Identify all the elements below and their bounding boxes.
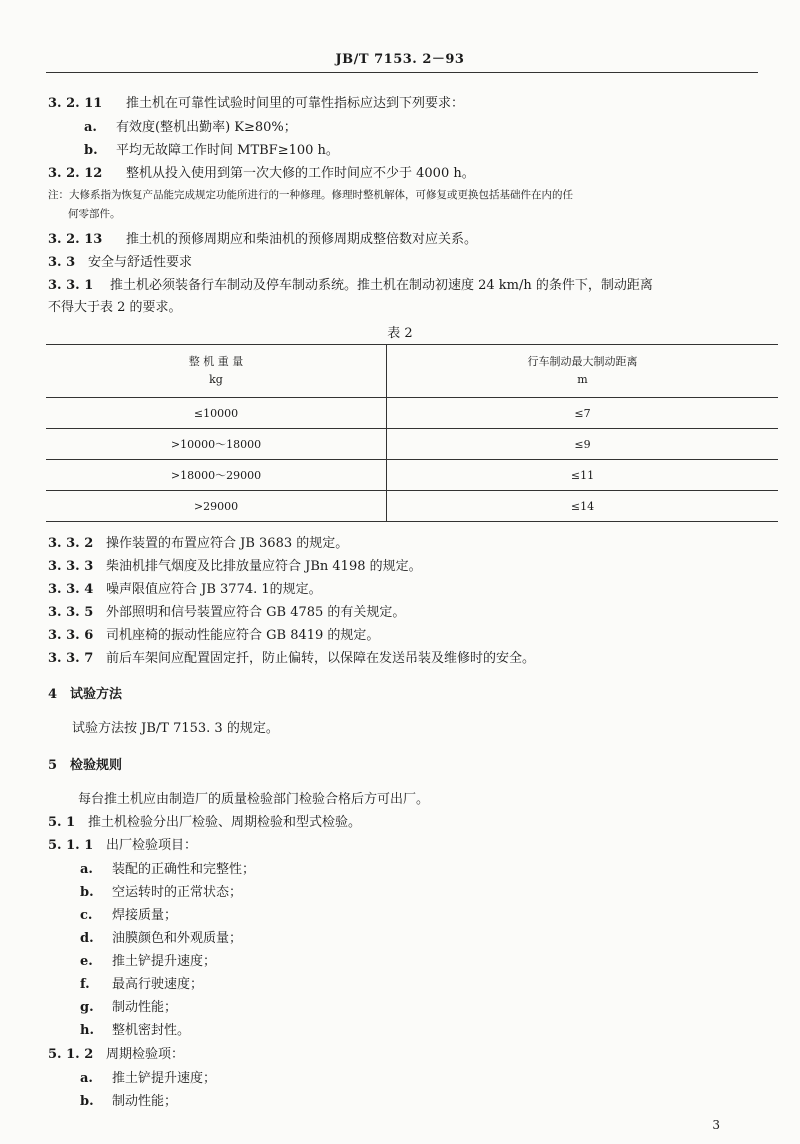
clause-number: 3. 3. 6 — [48, 628, 94, 643]
table-header-distance — [387, 345, 779, 398]
clause-text: 安全与舒适性要求 — [88, 255, 193, 270]
table-title: 表 2 — [387, 326, 413, 341]
list-text: 平均无故障工作时间 MTBF≥100 h。 — [116, 143, 339, 158]
clause-number: 3. 3 — [48, 255, 76, 270]
table-cell: ≤7 — [387, 398, 779, 429]
clause-3-3-1 — [48, 278, 653, 294]
table-row — [46, 429, 778, 460]
clause-text: 出厂检验项目： — [106, 838, 198, 853]
list-marker: b. — [80, 885, 94, 900]
header-unit: kg — [209, 373, 223, 386]
clause-number: 3. 2. 12 — [48, 166, 103, 181]
list-marker: h. — [80, 1023, 94, 1038]
list-item — [80, 908, 177, 924]
document-header: JB/T 7153. 2－93 — [335, 52, 465, 67]
clause-5-1-1 — [48, 838, 197, 854]
list-marker: c. — [80, 908, 93, 923]
table-row — [46, 460, 778, 491]
list-item — [80, 1071, 216, 1087]
table-header-weight — [46, 345, 387, 398]
list-item — [80, 931, 242, 947]
list-text: 最高行驶速度； — [112, 977, 204, 992]
clause-text: 外部照明和信号装置应符合 GB 4785 的有关规定。 — [106, 605, 406, 620]
clause-text: 整机从投入使用到第一次大修的工作时间应不少于 4000 h。 — [126, 166, 475, 181]
clause-number: 3. 3. 7 — [48, 651, 94, 666]
list-item — [80, 977, 203, 993]
clause-5-1-2 — [48, 1047, 184, 1063]
clause-3-2-13 — [48, 232, 477, 248]
clause-number: 3. 3. 5 — [48, 605, 94, 620]
clause-text: 推土机的预修周期应和柴油机的预修周期成整倍数对应关系。 — [126, 232, 478, 247]
section-4-heading — [48, 687, 122, 703]
list-item — [80, 954, 216, 970]
clause-number: 5. 1 — [48, 815, 76, 830]
clause-text: 推土机必须装备行车制动及停车制动系统。推土机在制动初速度 24 km/h 的条件下，制动距离 — [110, 278, 653, 293]
clause-number: 3. 3. 2 — [48, 536, 94, 551]
list-item — [84, 143, 339, 159]
table-cell: >10000～18000 — [46, 429, 387, 460]
list-text: 整机密封性。 — [112, 1023, 191, 1038]
list-item — [80, 1000, 177, 1016]
clause-3-3-7 — [48, 651, 535, 667]
list-text: 制动性能； — [112, 1000, 178, 1015]
clause-number: 3. 3. 4 — [48, 582, 94, 597]
list-item — [80, 862, 255, 878]
table-cell: >29000 — [46, 491, 387, 522]
list-text: 装配的正确性和完整性； — [112, 862, 256, 877]
table-cell: ≤10000 — [46, 398, 387, 429]
section-number: 4 — [48, 687, 58, 702]
list-text: 空运转时的正常状态； — [112, 885, 243, 900]
clause-3-2-11 — [48, 96, 464, 112]
list-item — [80, 1023, 190, 1039]
clause-3-3-4 — [48, 582, 322, 598]
clause-3-3-3 — [48, 559, 422, 575]
section-title: 检验规则 — [70, 758, 123, 773]
list-text: 制动性能； — [112, 1094, 178, 1109]
clause-text: 周期检验项： — [106, 1047, 185, 1062]
clause-number: 3. 2. 13 — [48, 232, 103, 247]
table-cell: >18000～29000 — [46, 460, 387, 491]
note-line: 何零部件。 — [68, 208, 121, 220]
clause-3-3-6 — [48, 628, 379, 644]
clause-number: 3. 2. 11 — [48, 96, 103, 111]
clause-number: 5. 1. 1 — [48, 838, 94, 853]
list-marker: g. — [80, 1000, 94, 1015]
clause-5-1 — [48, 815, 361, 831]
header-label: 整 机 重 量 — [188, 355, 244, 369]
table-row — [46, 398, 778, 429]
list-item — [84, 120, 297, 136]
list-marker: e. — [80, 954, 93, 969]
clause-3-3 — [48, 255, 192, 271]
header-label: 行车制动最大制动距离 — [527, 355, 638, 369]
clause-text: 推土机在可靠性试验时间里的可靠性指标应达到下列要求： — [126, 96, 465, 111]
clause-3-3-5 — [48, 605, 405, 621]
section-title: 试验方法 — [70, 687, 123, 702]
section-5-heading — [48, 758, 122, 774]
clause-3-2-12 — [48, 166, 475, 182]
section-number: 5 — [48, 758, 58, 773]
list-text: 油膜颜色和外观质量； — [112, 931, 243, 946]
section-5-body: 每台推土机应由制造厂的质量检验部门检验合格后方可出厂。 — [78, 792, 430, 807]
list-text: 推土铲提升速度； — [112, 1071, 217, 1086]
braking-distance-table — [46, 344, 778, 522]
list-marker: b. — [80, 1094, 94, 1109]
note-line: 注：大修系指为恢复产品能完成规定功能所进行的一种修理。修理时整机解体，可修复或更换包括基础件在内的任 — [48, 189, 573, 201]
list-marker: f. — [80, 977, 90, 992]
list-marker: b. — [84, 143, 98, 158]
list-marker: d. — [80, 931, 94, 946]
table-cell: ≤14 — [387, 491, 779, 522]
clause-number: 3. 3. 3 — [48, 559, 94, 574]
clause-text: 前后车架间应配置固定扦，防止偏转，以保障在发送吊装及维修时的安全。 — [106, 651, 536, 666]
header-rule — [46, 72, 758, 73]
clause-number: 3. 3. 1 — [48, 278, 94, 293]
list-text: 焊接质量； — [112, 908, 178, 923]
table-cell: ≤11 — [387, 460, 779, 491]
clause-text: 噪声限值应符合 JB 3774. 1的规定。 — [106, 582, 322, 597]
header-unit: m — [577, 373, 588, 386]
clause-number: 5. 1. 2 — [48, 1047, 94, 1062]
list-text: 有效度(整机出勤率) K≥80%； — [116, 120, 297, 135]
list-marker: a. — [84, 120, 97, 135]
list-item — [80, 885, 242, 901]
list-marker: a. — [80, 1071, 93, 1086]
table-cell: ≤9 — [387, 429, 779, 460]
clause-text: 柴油机排气烟度及比排放量应符合 JBn 4198 的规定。 — [106, 559, 422, 574]
clause-3-3-2 — [48, 536, 348, 552]
clause-text: 推土机检验分出厂检验、周期检验和型式检验。 — [88, 815, 362, 830]
section-4-body: 试验方法按 JB/T 7153. 3 的规定。 — [72, 721, 279, 736]
clause-continuation: 不得大于表 2 的要求。 — [48, 300, 182, 315]
table-row — [46, 491, 778, 522]
list-item — [80, 1094, 177, 1110]
page-number: 3 — [712, 1118, 720, 1132]
clause-text: 司机座椅的振动性能应符合 GB 8419 的规定。 — [106, 628, 380, 643]
list-marker: a. — [80, 862, 93, 877]
clause-text: 操作装置的布置应符合 JB 3683 的规定。 — [106, 536, 349, 551]
list-text: 推土铲提升速度； — [112, 954, 217, 969]
